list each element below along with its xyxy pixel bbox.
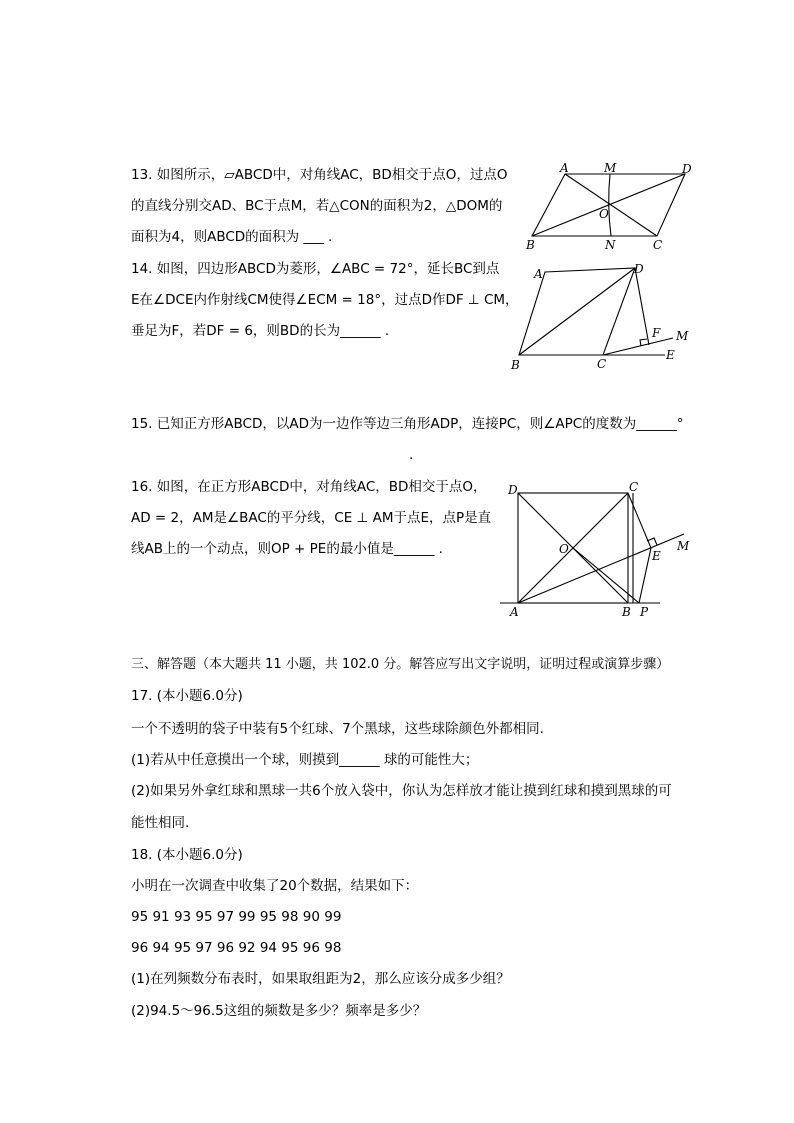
- q13-label-n: N: [605, 238, 616, 252]
- q13-label-c: C: [653, 238, 663, 252]
- q14-label-d: D: [634, 262, 644, 276]
- q14-label-b: B: [511, 358, 520, 372]
- q18-heading: 18. (本小题6.0分): [131, 847, 243, 863]
- q15-period: .: [409, 447, 414, 463]
- q16-line-2: AD = 2，AM是∠BAC的平分线，CE ⊥ AM于点E，点P是直: [131, 510, 492, 526]
- q13-label-o: O: [599, 207, 609, 221]
- q18-data-row-1: 95 91 93 95 97 99 95 98 90 99: [131, 909, 342, 925]
- q14-figure: [505, 260, 700, 375]
- q13-figure: [520, 160, 700, 255]
- q16-label-d: D: [508, 483, 518, 497]
- q16-figure: [500, 478, 700, 623]
- q16-label-a: A: [510, 605, 519, 619]
- q16-line-3: 线AB上的一个动点，则OP + PE的最小值是______ .: [131, 541, 443, 557]
- q13-label-a: A: [560, 161, 569, 175]
- q13-line-3: 面积为4，则ABCD的面积为 ___ .: [131, 229, 333, 245]
- q14-line-1: 14. 如图，四边形ABCD为菱形，∠ABC = 72°，延长BC到点: [131, 261, 500, 277]
- q16-label-b: B: [622, 605, 631, 619]
- q15-line: 15. 已知正方形ABCD，以AD为一边作等边三角形ADP，连接PC，则∠APC的度数为______°: [131, 416, 684, 432]
- q17-line-2: (1)若从中任意摸出一个球，则摸到______ 球的可能性大；: [131, 752, 479, 768]
- q13-line-2: 的直线分别交AD、BC于点M，若△CON的面积为2，△DOM的: [131, 198, 503, 214]
- q18-line-5: (2)94.5～96.5这组的频数是多少？频率是多少？: [131, 1003, 427, 1019]
- q16-label-o: O: [559, 542, 569, 556]
- section-3-heading: 三、解答题（本大题共 11 小题，共 102.0 分。解答应写出文字说明，证明过程或演算步骤）: [131, 657, 670, 672]
- q13-label-d: D: [682, 162, 692, 176]
- q14-label-m: M: [676, 329, 689, 343]
- q17-line-3: (2)如果另外拿红球和黑球一共6个放入袋中，你认为怎样放才能让摸到红球和摸到黑球的可: [131, 783, 672, 799]
- q16-label-p: P: [640, 605, 649, 619]
- q16-label-c: C: [629, 480, 639, 494]
- q13-label-b: B: [526, 238, 535, 252]
- q16-label-m: M: [677, 539, 690, 553]
- q18-line-4: (1)在列频数分布表时，如果取组距为2，那么应该分成多少组？: [131, 971, 510, 987]
- q13-line-1: 13. 如图所示，▱ABCD中，对角线AC，BD相交于点O，过点O: [131, 167, 508, 183]
- q13-label-m: M: [604, 161, 617, 175]
- q14-line-2: E在∠DCE内作射线CM使得∠ECM = 18°，过点D作DF ⊥ CM，: [131, 292, 519, 308]
- q14-label-a: A: [534, 267, 543, 281]
- q14-line-3: 垂足为F，若DF = 6，则BD的长为______ .: [131, 323, 390, 339]
- q17-line-4: 能性相同.: [131, 815, 190, 831]
- q14-label-f: F: [652, 326, 661, 340]
- q14-label-e: E: [666, 348, 675, 362]
- q14-label-c: C: [597, 357, 607, 371]
- q16-line-1: 16. 如图，在正方形ABCD中，对角线AC，BD相交于点O，: [131, 479, 487, 495]
- q16-label-e: E: [652, 549, 661, 563]
- q17-heading: 17. (本小题6.0分): [131, 688, 243, 704]
- q18-data-row-2: 96 94 95 97 96 92 94 95 96 98: [131, 940, 342, 956]
- q17-line-1: 一个不透明的袋子中装有5个红球、7个黑球，这些球除颜色外都相同.: [131, 721, 544, 737]
- q18-line-1: 小明在一次调查中收集了20个数据，结果如下：: [131, 878, 419, 894]
